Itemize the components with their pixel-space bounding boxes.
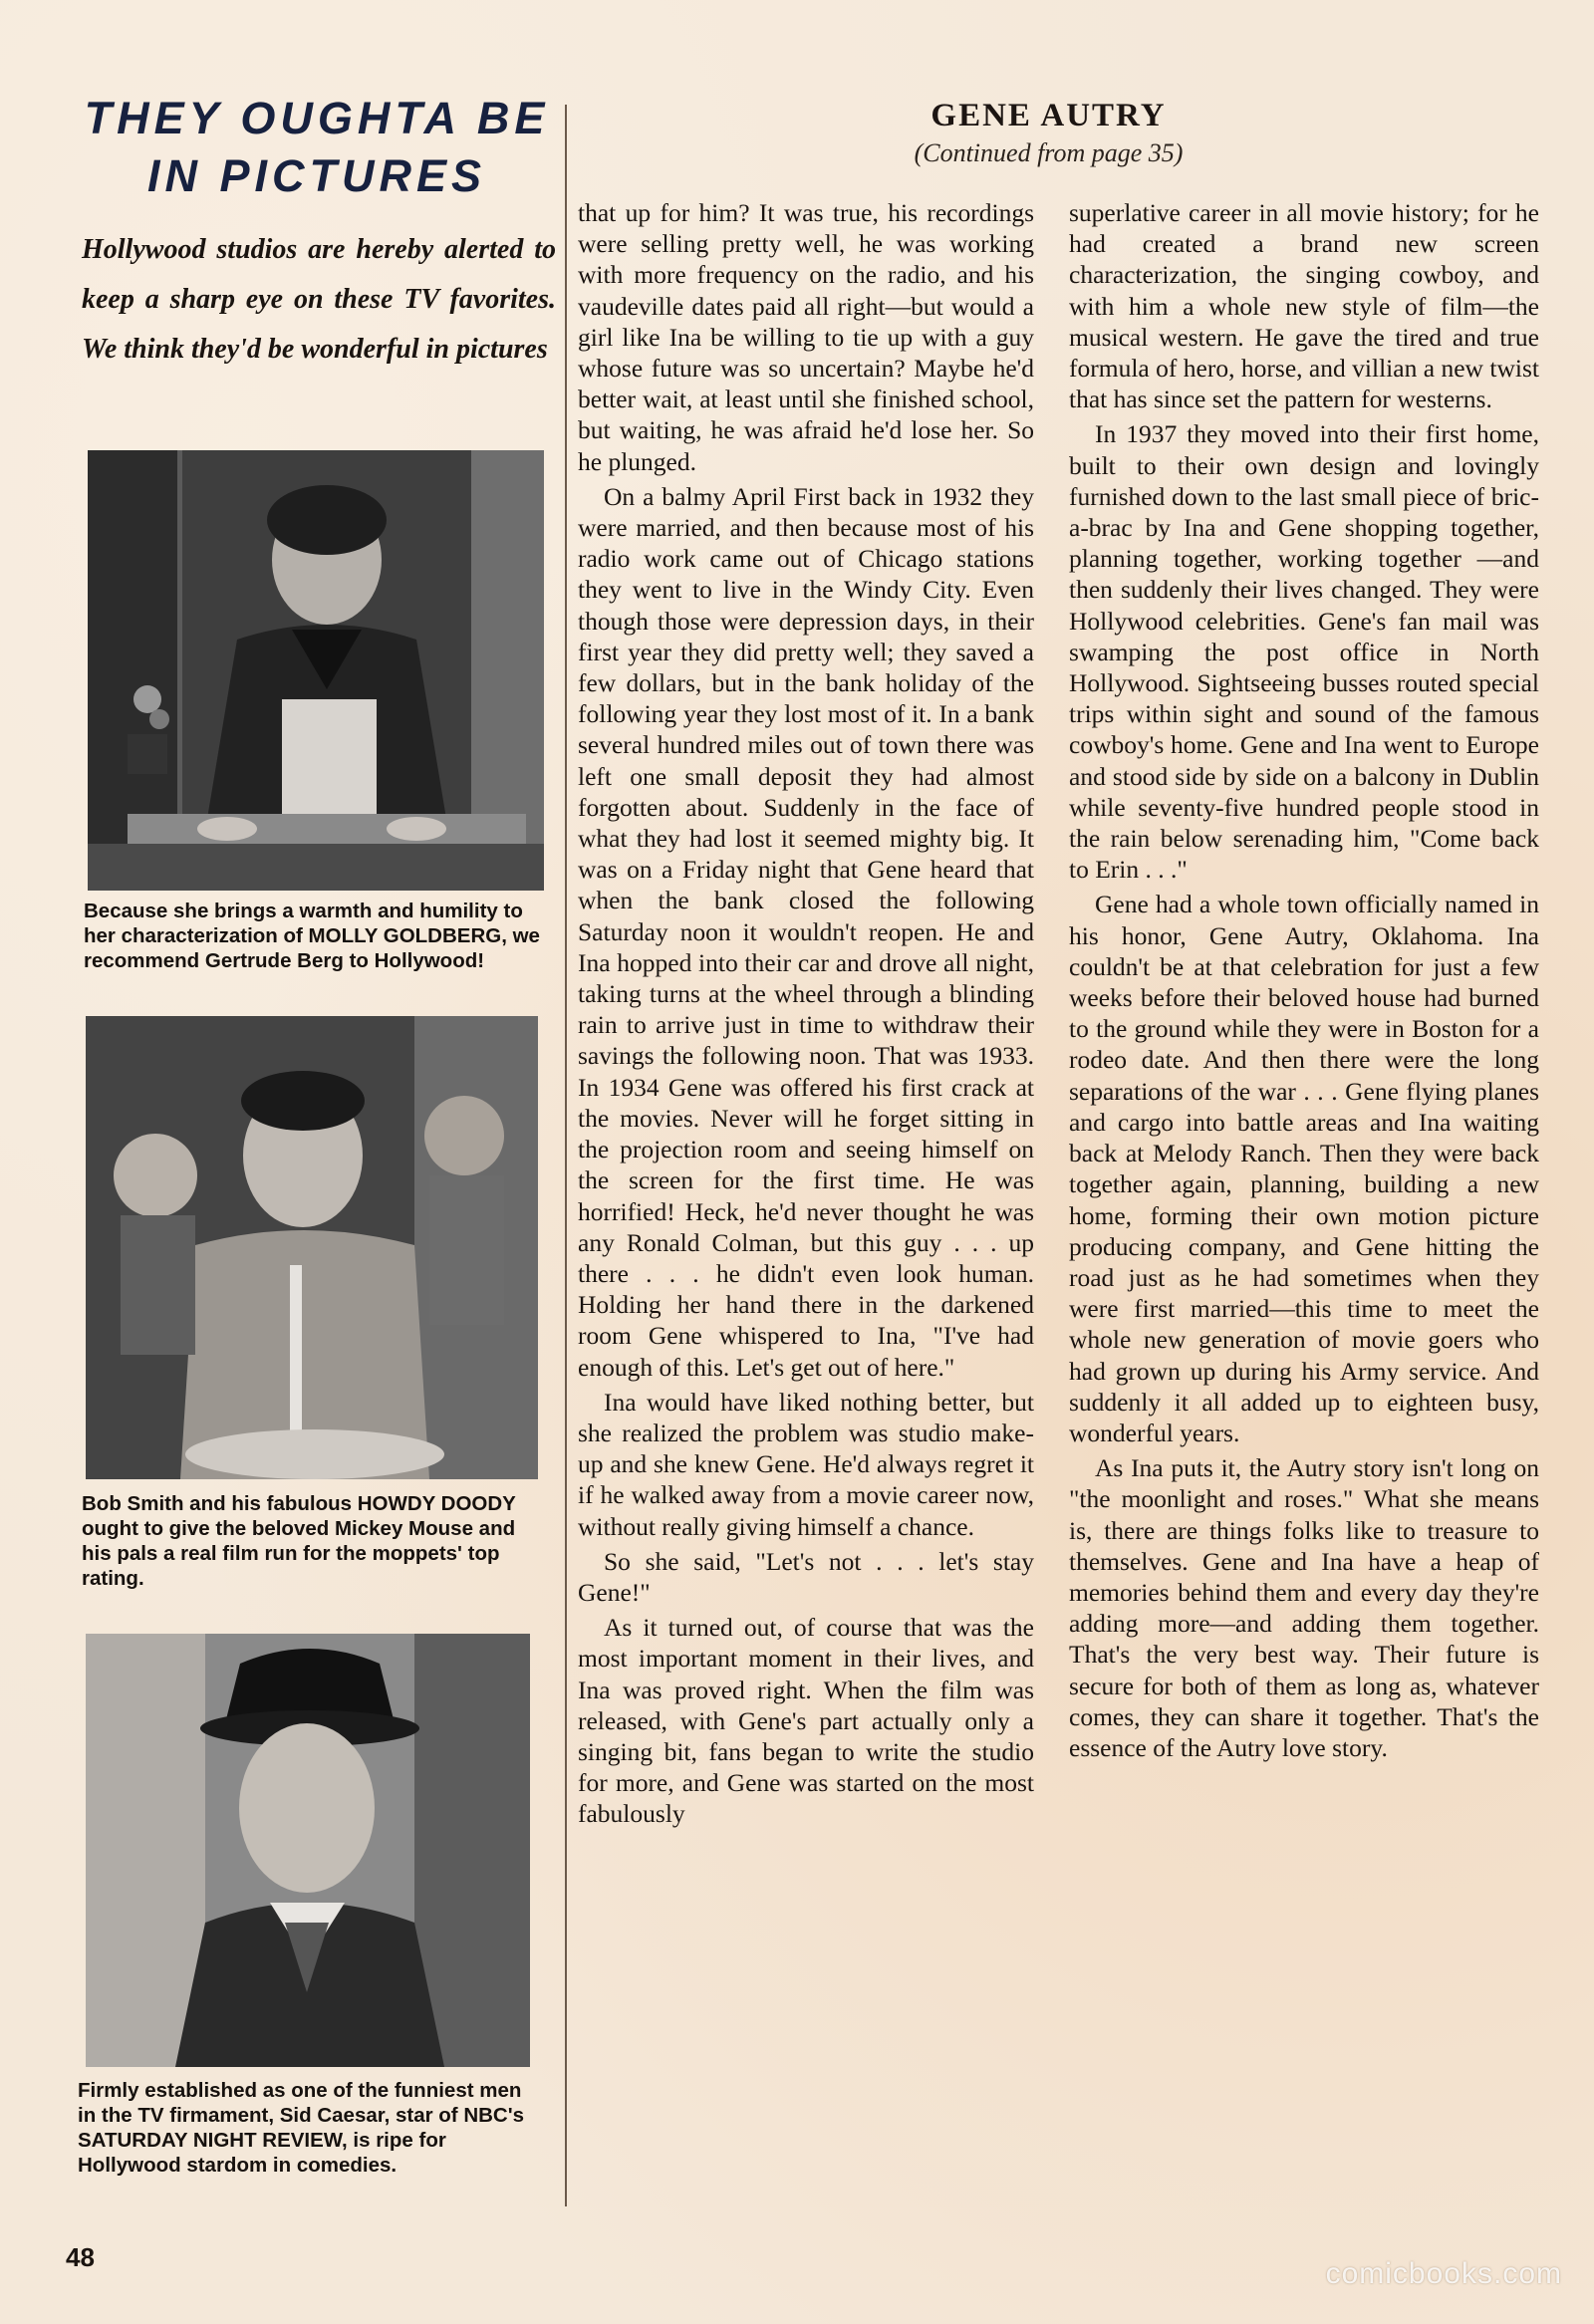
caption-sid-caesar: Firmly established as one of the funniest men in the TV firmament, Sid Caesar, star of NBC's SATURDAY NIGHT REVIEW, is ripe for Hollywood stardom in comedies. — [78, 2079, 525, 2177]
article-paragraph: superlative career in all movie history; for he had created a brand new screen characterization, the singing cowboy, and with him a whole new style of film—the musical western. He gave the tired and true formula of hero, horse, and villian a new twist that has since set the pattern for westerns. — [1069, 198, 1539, 414]
sidebar-title-line1: THEY OUGHTA BE — [84, 93, 550, 143]
caption-molly-goldberg: Because she brings a warmth and humility to her characterization of MOLLY GOLDBERG, we recommend Gertrude Berg to Hollywood! — [84, 900, 540, 972]
article-header — [583, 96, 1514, 169]
sidebar — [78, 90, 556, 424]
page-number: 48 — [66, 2242, 95, 2272]
source-watermark: comicbooks.com — [1325, 2257, 1562, 2290]
article-paragraph: Gene had a whole town officially named in his honor, Gene Autry, Oklahoma. Ina couldn't be at that celebration for just a few weeks before their beloved house had burned to the ground while they were in Boston for a rodeo date. And then there were the long separations of the war . . . Gene flying planes and cargo into battle areas and Ina waiting back at Melody Ranch. Then they were back together again, planning, building a new home, forming their own motion picture producing company, and Gene hitting the road just as he had sometimes when they were first married—this time to meet the whole new generation of movie goers who had grown up during his Army service. And suddenly it all added up to eighteen busy, wonderful years. — [1069, 890, 1539, 1447]
photo-molly-goldberg — [88, 450, 544, 891]
sidebar-intro: Hollywood studios are hereby alerted to keep a sharp eye on these TV favorites. We think they'd be wonderful in pictures — [82, 234, 556, 365]
article-paragraph: As Ina puts it, the Autry story isn't long on "the moonlight and roses." What she means is, there are things folks like to treasure to themselves. Gene and Ina have a heap of memories behind them and every day they're adding more—and adding them together. That's the very best way. Their future is secure for both of them as long as, whatever comes, they can share it together. That's the essence of the Autry love story. — [1069, 1453, 1539, 1762]
photo-sid-caesar — [86, 1634, 530, 2067]
photo-howdy-doody — [86, 1016, 538, 1479]
photo-sid-caesar-image — [86, 1634, 530, 2067]
article-paragraph: Ina would have liked nothing better, but she realized the problem was studio make-up and she knew Gene. He'd always regret it if he walked away from a movie career now, without really giving himself a chance. — [578, 1387, 1034, 1541]
article-title: GENE AUTRY — [930, 98, 1167, 133]
column-divider — [565, 105, 567, 2206]
photo-molly-goldberg-image — [88, 450, 544, 891]
sidebar-title — [78, 90, 556, 205]
article-paragraph: that up for him? It was true, his recordings were selling pretty well, he was working with more frequency on the radio, and his vaudeville dates paid all right—but would a girl like Ina be willing to tie up with a guy whose future was so uncertain? Maybe he'd better wait, at least until she finished school, but waiting, he was afraid he'd lose her. So he plunged. — [578, 198, 1034, 476]
article-paragraph: As it turned out, of course that was the most important moment in their lives, and Ina was proved right. When the film was released, with Gene's part actually only a singing bit, fans began to write the studio for more, and Gene was started on the most fabulously — [578, 1613, 1034, 1829]
sidebar-title-line2: IN PICTURES — [146, 150, 487, 201]
article-paragraph: In 1937 they moved into their first home, built to their own design and lovingly furnished down to the last small piece of bric-a-brac by Ina and Gene shopping together, planning together, working together —and then suddenly their lives changed. They were Hollywood celebrities. Gene's fan mail was swamping the post office in North Hollywood. Sightseeing busses routed special trips within sight and sound of the famous cowboy's home. Gene and Ina went to Europe and stood side by side on a balcony in Dublin while seventy-five hundred people stood in the rain below serenading him, "Come back to Erin . . ." — [1069, 419, 1539, 885]
article-column-1 — [578, 197, 1034, 1834]
article-paragraph: So she said, "Let's not . . . let's stay Gene!" — [578, 1546, 1034, 1607]
photo-howdy-doody-image — [86, 1016, 538, 1479]
caption-howdy-doody: Bob Smith and his fabulous HOWDY DOODY ought to give the beloved Mickey Mouse and his pals a real film run for the moppets' top rating. — [82, 1492, 516, 1590]
continued-from-note: (Continued from page 35) — [914, 138, 1184, 167]
article-paragraph: On a balmy April First back in 1932 they were married, and then because most of his radio work came out of Chicago stations they went to live in the Windy City. Even though those were depression days, in their first year they did pretty well; they saved a few dollars, but in the bank holiday of the following year they lost most of it. In a bank several hundred miles out of town there was left one small deposit they had almost forgotten about. Suddenly in the face of what they had lost it seemed mighty big. It was on a Friday night that Gene heard that when the bank closed the following Saturday noon it wouldn't reopen. He and Ina hopped into their car and drove all night, taking turns at the wheel through a blinding rain to arrive just in time to withdraw their savings the following noon. That was 1933. In 1934 Gene was offered his first crack at the movies. Never will he forget sitting in the projection room and seeing himself on the screen for the first time. He was horrified! Heck, he'd never thought he was any Ronald Colman, but this guy . . . up there . . . he didn't even look human. Holding her hand there in the darkened room Gene whispered to Ina, "I've had enough of this. Let's get out of here." — [578, 481, 1034, 1382]
article-column-2 — [1069, 197, 1539, 1767]
